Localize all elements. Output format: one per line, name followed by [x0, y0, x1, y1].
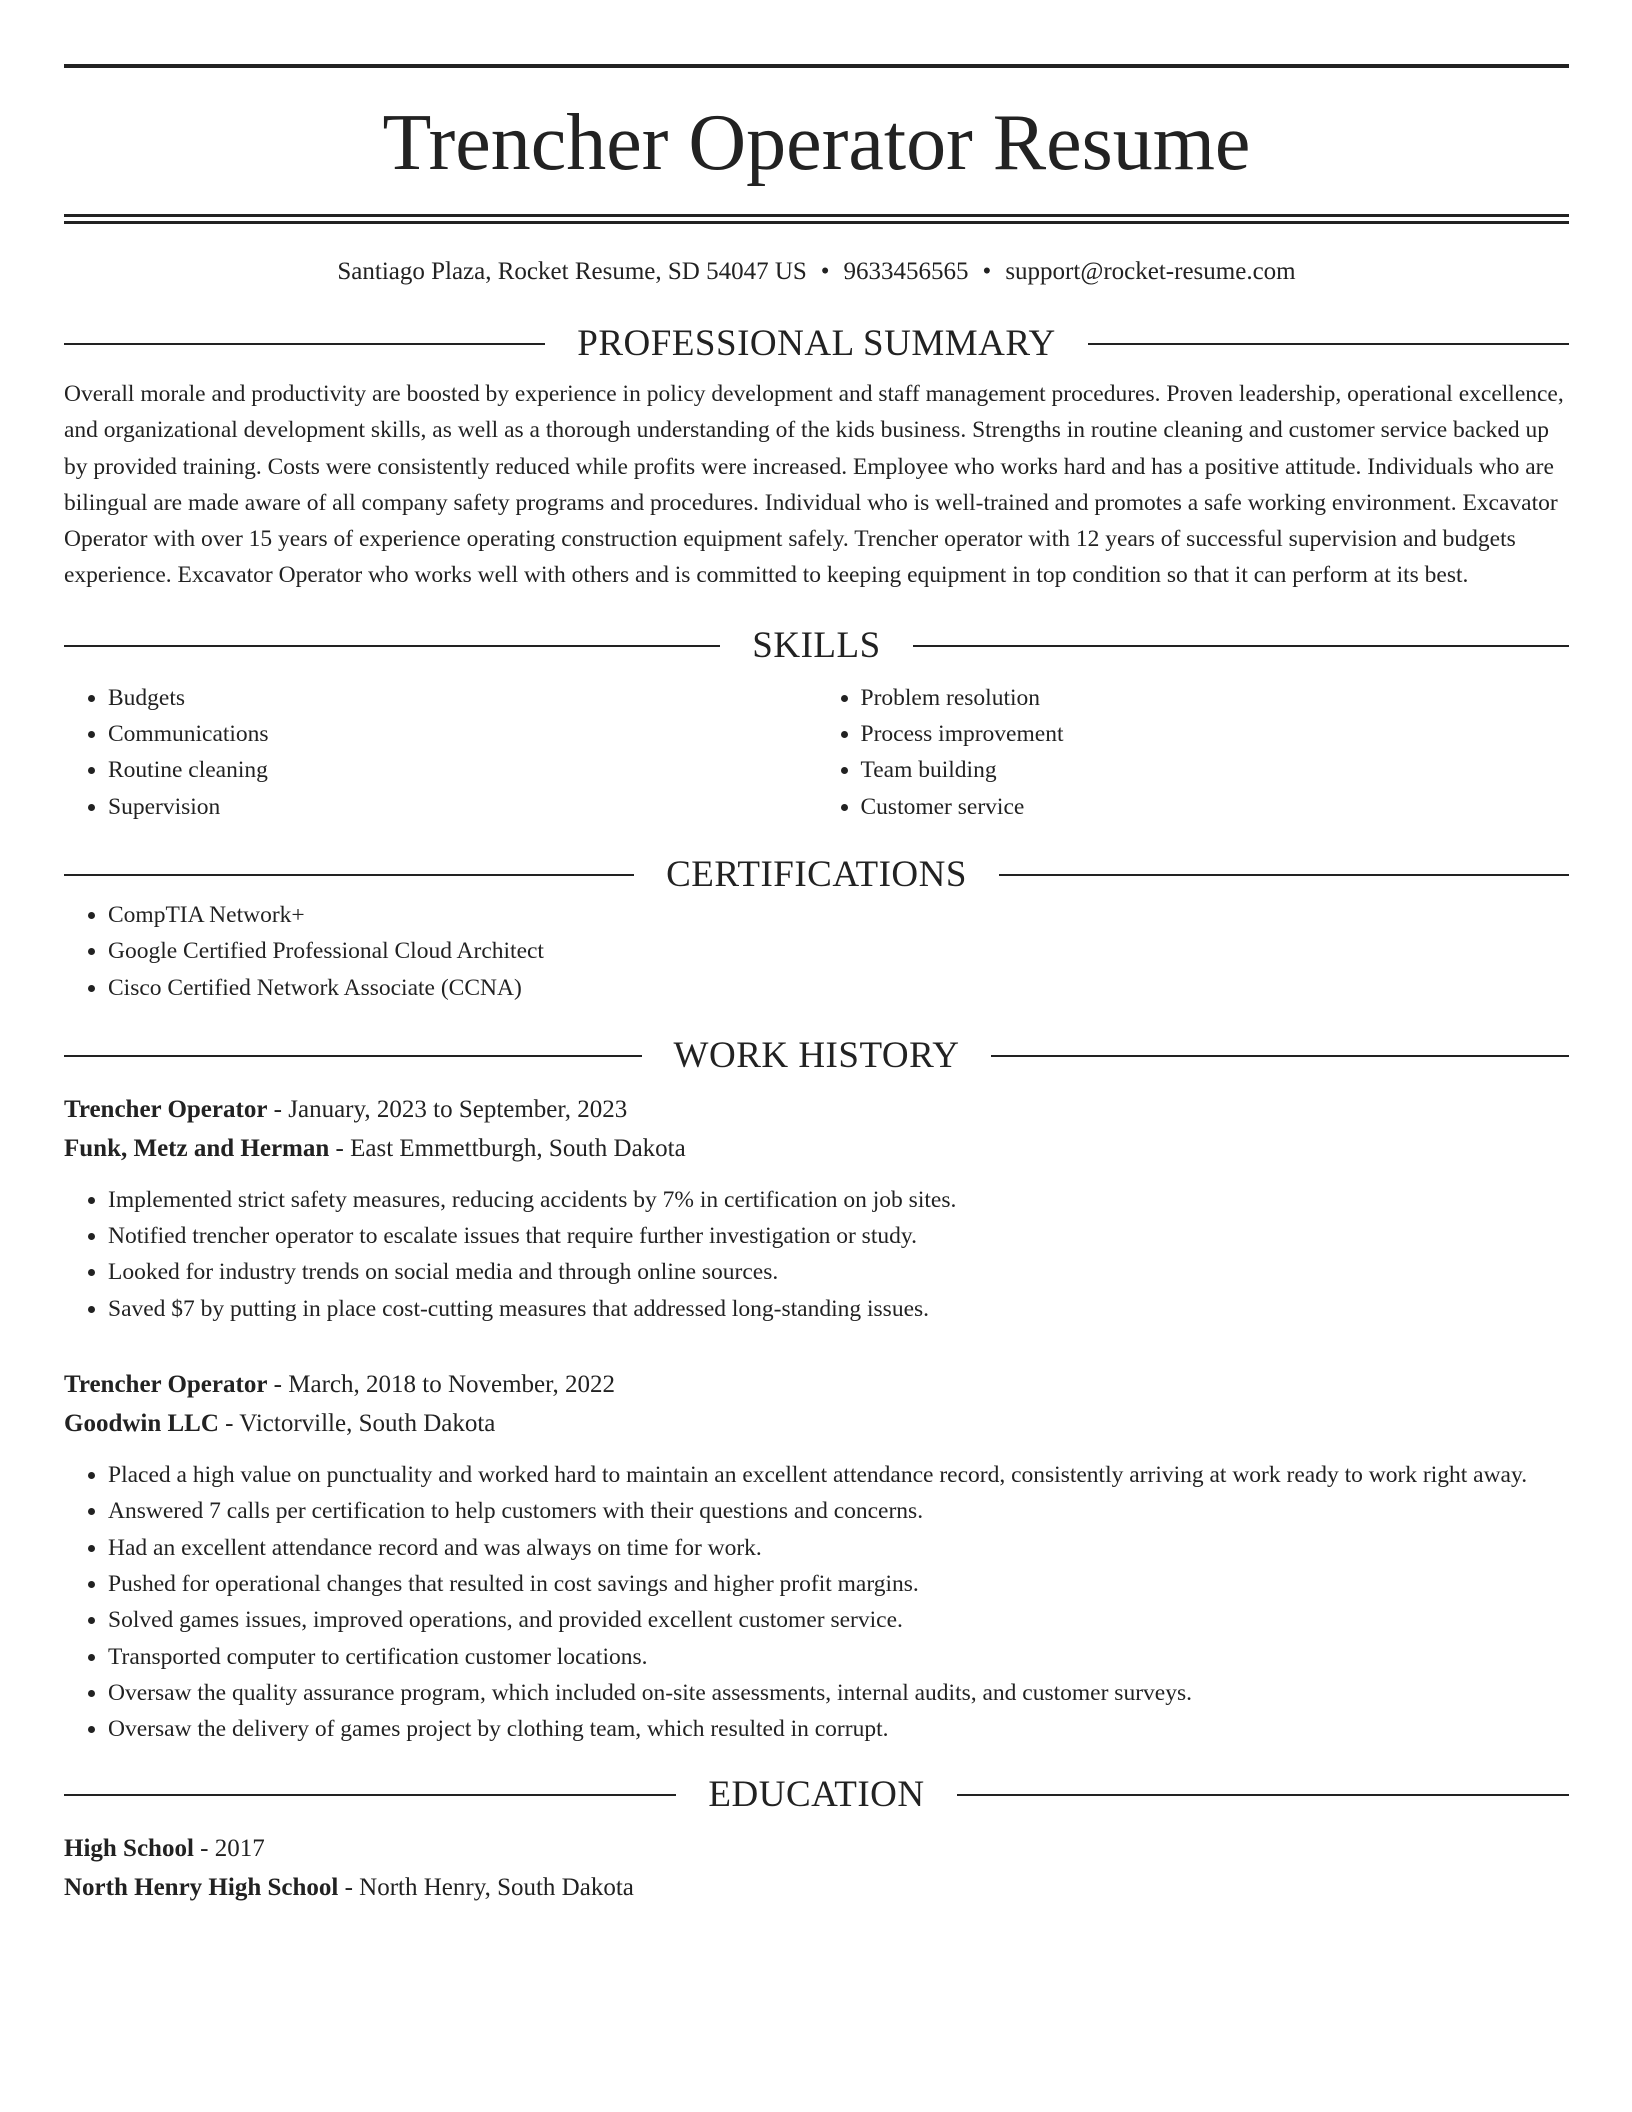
section-heading-education [64, 1773, 1569, 1817]
job-bullet: • Pushed for operational changes that resulted in cost savings and higher profit margins. [108, 1566, 1569, 1602]
education-location: - North Henry, South Dakota [338, 1874, 634, 1902]
contact-separator: • [820, 258, 830, 285]
job-bullet: • Oversaw the delivery of games project by clothing team, which resulted in corrupt. [108, 1711, 1569, 1747]
contact-line [64, 256, 1569, 288]
job-location: - East Emmettburgh, South Dakota [329, 1134, 686, 1162]
resume-page [64, 64, 1569, 1907]
title-double-rule [64, 214, 1569, 224]
heading-rule [64, 1055, 642, 1057]
job-company: Goodwin LLC [64, 1410, 219, 1438]
job-bullets [64, 1182, 1569, 1327]
contact-separator: • [982, 258, 992, 285]
heading-rule [999, 874, 1569, 876]
skill-item: • Customer service [861, 789, 1570, 825]
summary-text: Overall morale and productivity are boosted by experience in policy development and staff management procedures. Proven leadership, operational excellence, and organizational development skills, as well as a thorough understanding of the kids business. Strengths in routine cleaning and customer service backed up by provided training. Costs were consistently reduced while profits were increased. Employee who works hard and has a positive attitude. Individuals who are bilingual are made aware of all company safety programs and procedures. Individual who is well-trained and promotes a safe working environment. Excavator Operator with over 15 years of experience operating construction equipment safely. Trencher operator with 12 years of successful supervision and budgets experience. Excavator Operator who works well with others and is committed to keeping equipment in top condition so that it can perform at its best. [64, 381, 1564, 589]
skill-item: • Communications [108, 716, 817, 752]
skill-item: • Team building [861, 752, 1570, 788]
contact-email: support@rocket-resume.com [1005, 258, 1296, 285]
job-bullet: • Notified trencher operator to escalate issues that require further investigation or study. [108, 1218, 1569, 1254]
contact-phone: 9633456565 [843, 258, 969, 285]
job-bullet: • Had an excellent attendance record and was always on time for work. [108, 1530, 1569, 1566]
skill-item: • Problem resolution [861, 680, 1570, 716]
heading-rule [957, 1794, 1569, 1796]
resume-title: Trencher Operator Resume [382, 99, 1251, 187]
heading-rule [64, 1794, 676, 1796]
section-heading-certifications [64, 853, 1569, 897]
section-heading-summary [64, 322, 1569, 366]
section-title: PROFESSIONAL SUMMARY [577, 323, 1056, 364]
job-bullet: • Answered 7 calls per certification to help customers with their questions and concerns. [108, 1493, 1569, 1529]
skill-item: • Routine cleaning [108, 752, 817, 788]
job-bullet: • Implemented strict safety measures, reducing accidents by 7% in certification on job sites. [108, 1182, 1569, 1218]
job-bullet: • Transported computer to certification customer locations. [108, 1639, 1569, 1675]
job-dates: - January, 2023 to September, 2023 [267, 1095, 628, 1123]
job-company: Funk, Metz and Herman [64, 1134, 330, 1162]
skill-item: • Budgets [108, 680, 817, 716]
section-heading-work-history [64, 1034, 1569, 1078]
education-year: - 2017 [193, 1835, 265, 1863]
job-company-line [64, 1129, 1569, 1168]
skills-column-left [64, 680, 817, 825]
job-dates: - March, 2018 to November, 2022 [267, 1371, 615, 1399]
section-title: WORK HISTORY [673, 1034, 960, 1076]
certification-item: • CompTIA Network+ [108, 897, 1569, 933]
heading-rule [1088, 343, 1569, 345]
education-school: North Henry High School [64, 1874, 339, 1902]
education-degree-line [64, 1829, 1569, 1868]
job-bullet: • Placed a high value on punctuality and worked hard to maintain an excellent attendance record, consistently arriving at work ready to work right away. [108, 1457, 1569, 1493]
skills-list [64, 680, 1569, 825]
section-heading-skills [64, 624, 1569, 668]
education-entry [64, 1829, 1569, 1907]
job-bullet: • Saved $7 by putting in place cost-cutting measures that addressed long-standing issues. [108, 1291, 1569, 1327]
job-bullets [64, 1457, 1569, 1747]
top-rule [64, 64, 1569, 68]
heading-rule [64, 343, 545, 345]
skill-item: • Supervision [108, 789, 817, 825]
job-entry [64, 1090, 1569, 1327]
education-degree: High School [64, 1835, 194, 1863]
certification-item: • Google Certified Professional Cloud Architect [108, 933, 1569, 969]
heading-rule [991, 1055, 1569, 1057]
section-title: CERTIFICATIONS [666, 853, 967, 895]
heading-rule [64, 645, 720, 647]
job-bullet: • Looked for industry trends on social media and through online sources. [108, 1254, 1569, 1290]
contact-address: Santiago Plaza, Rocket Resume, SD 54047 US [337, 258, 807, 285]
skills-column-right [817, 680, 1570, 825]
job-bullet: • Solved games issues, improved operations, and provided excellent customer service. [108, 1602, 1569, 1638]
job-title-line [64, 1090, 1569, 1129]
heading-rule [913, 645, 1569, 647]
job-company-line [64, 1404, 1569, 1443]
section-title: SKILLS [752, 624, 881, 666]
job-entry [64, 1365, 1569, 1747]
job-title-line [64, 1365, 1569, 1404]
job-location: - Victorville, South Dakota [218, 1410, 496, 1438]
job-title: Trencher Operator [64, 1095, 268, 1123]
heading-rule [64, 874, 634, 876]
job-bullet: • Oversaw the quality assurance program, which included on-site assessments, internal audits, and customer surveys. [108, 1675, 1569, 1711]
job-title: Trencher Operator [64, 1371, 268, 1399]
education-school-line [64, 1868, 1569, 1907]
skill-item: • Process improvement [861, 716, 1570, 752]
certification-item: • Cisco Certified Network Associate (CCNA) [108, 970, 1569, 1006]
certifications-list [64, 897, 1569, 1006]
section-title: EDUCATION [708, 1774, 925, 1816]
